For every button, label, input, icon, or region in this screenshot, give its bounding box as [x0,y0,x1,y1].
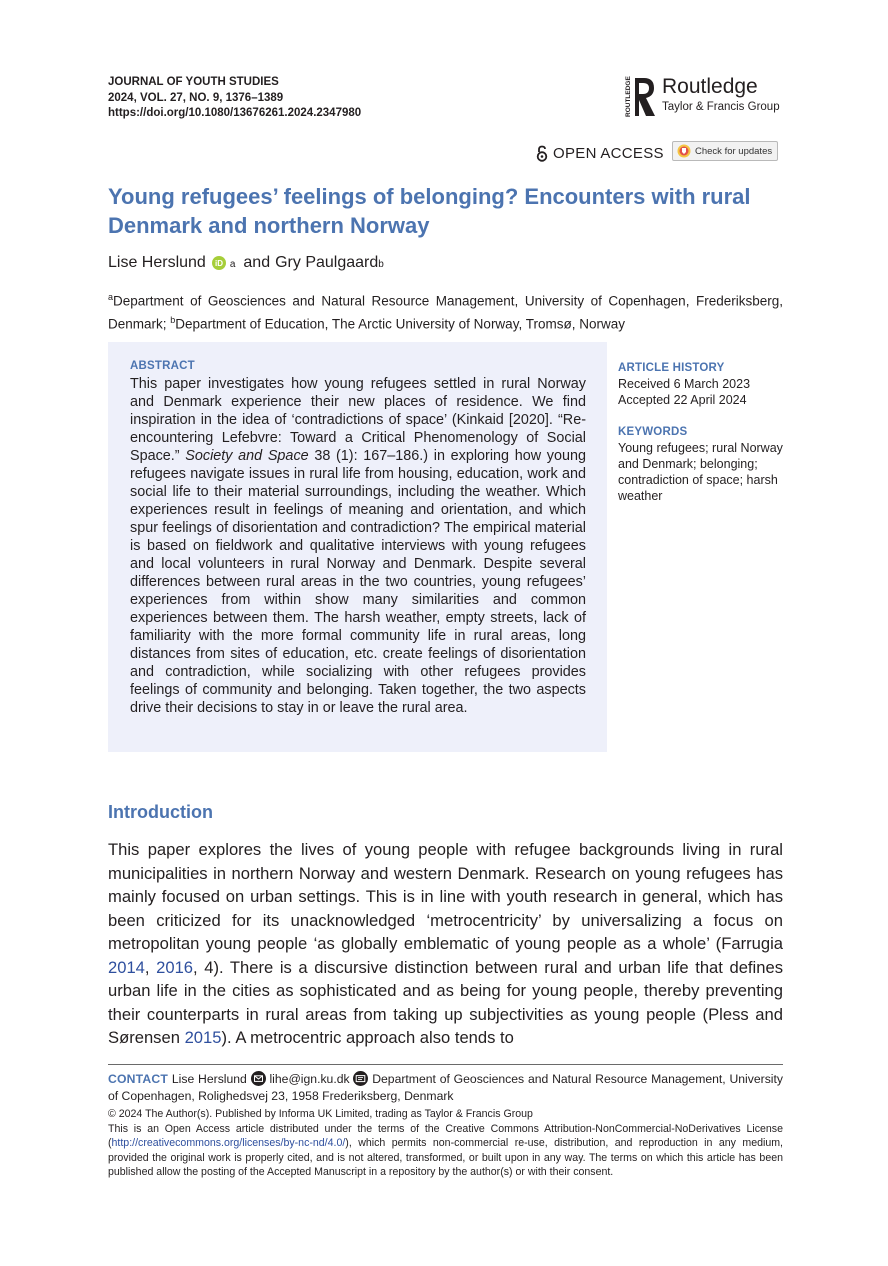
journal-name: JOURNAL OF YOUTH STUDIES [108,76,279,88]
introduction-paragraph: This paper explores the lives of young people with refugee backgrounds living in rural municipalities in northern Norway and western Denmark. Research on young refugees has mainly focused on urban settings. This is in line with youth research in general, which has been criticized for its unacknowledged ‘metrocentricity’ by universalizing a focus on metropolitan young people ‘as globally emblematic of young people as a whole’ (Farrugia 2014, 2016, 4). There is a discursive distinction between rural and urban life that defines urban life in the cities as sophisticated and as being for young people, thereby preventing their counterparts in rural areas from taking up subjectivities as young people (Pless and Sørensen 2015). A metrocentric approach also tends to [108,840,783,1047]
article-title: Young refugees’ feelings of belonging? Encounters with rural Denmark and northern Norway [108,184,751,238]
contact-label: CONTACT [108,1072,169,1086]
check-updates-icon [677,144,691,158]
citation-link[interactable]: 2014 [108,957,145,977]
copyright-line: © 2024 The Author(s). Published by Informa UK Limited, trading as Taylor & Francis Group [108,1108,533,1120]
orcid-icon[interactable] [212,256,226,270]
publisher-name: Routledge [662,75,758,98]
author-1-affiliation: a [229,259,236,270]
footer-divider [108,1064,783,1065]
author-and: and [243,254,271,271]
article-meta-sidebar [618,360,783,504]
abstract-italic-journal: Society and Space [185,448,309,464]
journal-doi[interactable]: https://doi.org/10.1080/13676261.2024.2347980 [108,107,362,119]
contact-address: Department of Geosciences and Natural Resource Management, University of Copenhagen, Rolighedsvej 23, 1958 Frederiksberg, Denmark [108,1072,783,1103]
contact-email[interactable]: lihe@ign.ku.dk [269,1072,350,1086]
affiliation-b-marker: b [170,314,176,325]
contact-name: Lise Herslund [171,1072,247,1086]
svg-text:ROUTLEDGE: ROUTLEDGE [625,76,632,117]
author-2-affiliation: b [378,259,384,270]
journal-volume: 2024, VOL. 27, NO. 9, 1376–1389 [108,91,284,104]
open-access-badge [536,145,664,162]
abstract-text: This paper investigates how young refugees settled in rural Norway and Denmark experience their new places of residence. We find inspiration in the idea of ‘contradictions of space’ (Kinkaid [2020]. “Re-encountering Lefebvre: Toward a Critical Phenomenology of Social Space.” Society and Space 38 (1): 167–186.) in exploring how young refugees navigate issues in rural life from housing, education, work and social life to their material surroundings, including the weather. Which experiences result in feelings of meaning and orientation, and which spur feelings of disorientation and contradiction? The empirical material is based on fieldwork and qualitative interviews with young refugees and local volunteers in rural Norway and Denmark. Despite several differences between rural areas in the two countries, young refugees’ experiences from within show many similarities and common experiences between them. The harsh weather, empty streets, lack of familiarity with the more formal community life in rural areas, long distances from sites of education, etc. create feelings of disorientation and contradiction, while socializing with other refugees provides feelings of community and belonging. Taken together, the two aspects drive their decisions to stay in or leave the rural area. [130,376,586,716]
svg-text:iD: iD [214,259,223,268]
journal-info [108,75,361,122]
publisher-logo [622,74,782,120]
license-link[interactable]: http://creativecommons.org/licenses/by-nc-nd/4.0/ [111,1137,346,1150]
routledge-logo-icon [622,76,656,118]
author-2[interactable]: Gry Paulgaard [275,254,379,271]
article-history-heading: ARTICLE HISTORY [618,362,725,374]
affiliation-b: Department of Education, The Arctic University of Norway, Tromsø, Norway [175,316,625,331]
citation-link[interactable]: 2015 [184,1028,222,1047]
keywords-heading: KEYWORDS [618,426,688,438]
citation-link[interactable]: 2016 [156,957,194,977]
affiliation-a: Department of Geosciences and Natural Resource Management, University of Copenhagen, Frederiksberg, Denmark; [108,293,783,331]
address-card-icon [353,1071,368,1086]
affiliations [108,288,783,333]
received-date: Received 6 March 2023 [618,377,751,391]
open-access-lock-icon [536,145,548,162]
license-text: This is an Open Access article distributed under the terms of the Creative Commons Attribution-NonCommercial-NoDerivatives License (http://creativecommons.org/licenses/by-nc-nd/4.0/), which permits non-commercial re-use, distribution, and reproduction in any medium, provided the original work is properly cited, and is not altered, transformed, or built upon in any way. The terms on which this article has been published allow the posting of the Accepted Manuscript in a repository by the author(s) or with their consent. [108,1122,783,1179]
check-for-updates-button[interactable] [672,141,778,161]
copyright-notice [108,1107,783,1180]
abstract-heading: ABSTRACT [130,360,195,372]
author-line [108,254,384,272]
affiliation-a-marker: a [108,292,114,302]
email-icon [251,1071,266,1086]
open-access-label: OPEN ACCESS [553,145,664,162]
introduction-heading: Introduction [108,802,213,822]
author-1[interactable]: Lise Herslund [108,254,206,271]
accepted-date: Accepted 22 April 2024 [618,393,747,407]
publisher-group: Taylor & Francis Group [662,101,780,113]
check-for-updates-label: Check for updates [695,145,773,157]
keywords-list: Young refugees; rural Norway and Denmark; belonging; contradiction of space; harsh weather [618,441,783,503]
contact-info [108,1071,783,1105]
